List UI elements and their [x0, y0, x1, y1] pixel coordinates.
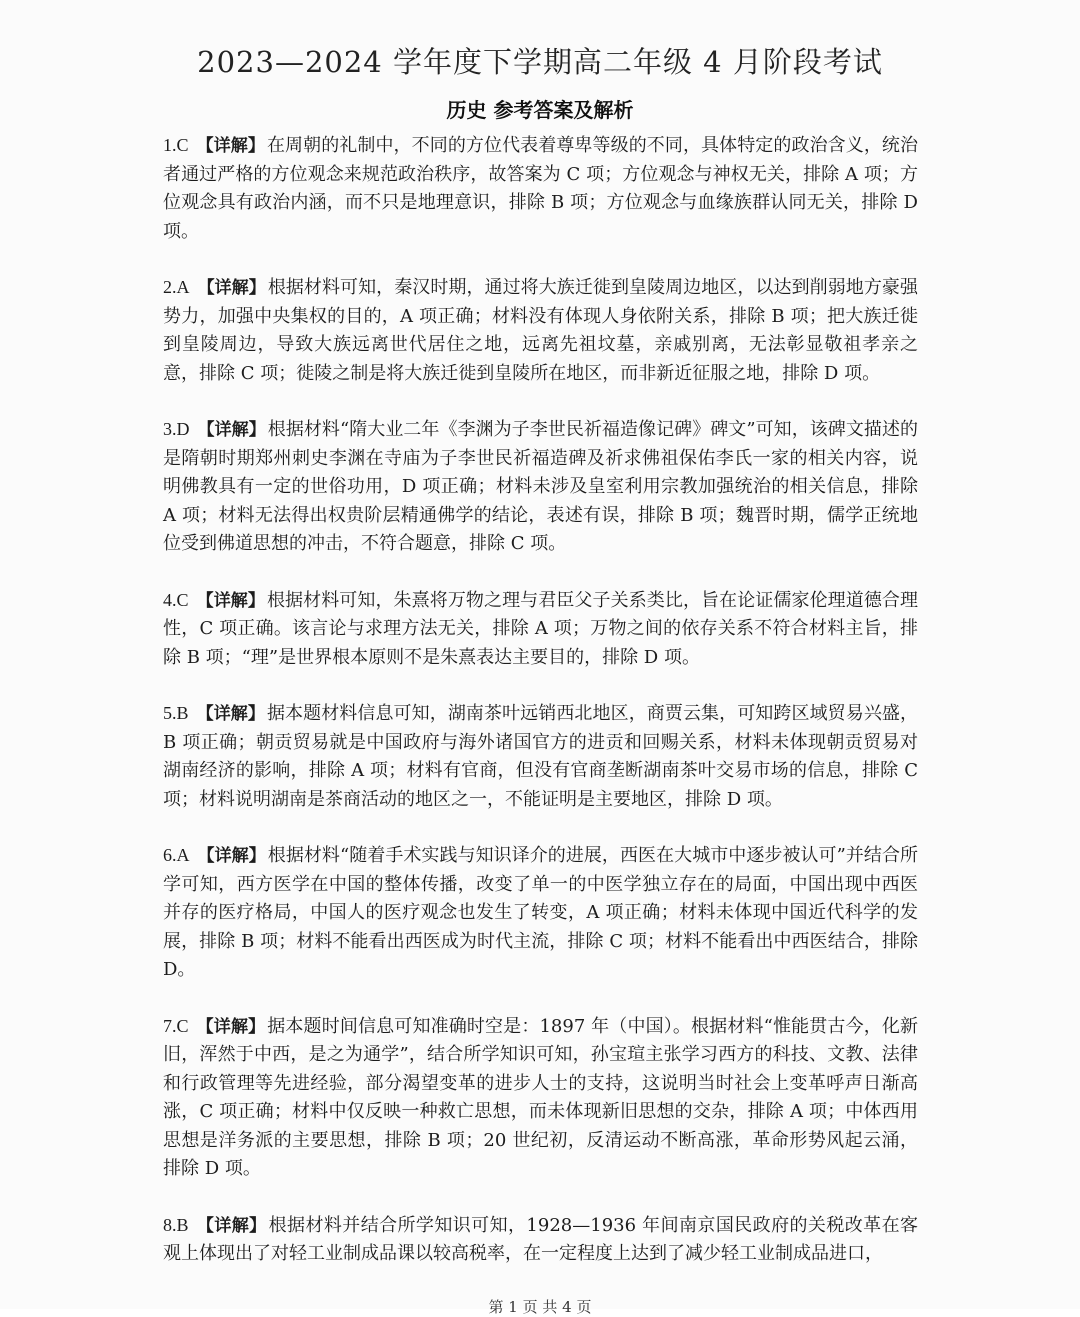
answer-tag: 【详解】: [197, 846, 266, 866]
answer-tag: 【详解】: [197, 420, 266, 440]
answer-text: 根据材料可知，秦汉时期，通过将大族迁徙到皇陵周边地区，以达到削弱地方豪强势力，加强中央集权的目的，A 项正确；材料没有体现人身依附关系，排除 B 项；把大族迁徙到皇陵周边，导致大族远离世代居住之地，远离先祖坟墓，亲戚别离，无法彰显敬祖孝亲之意，排除 C 项；徙陵之制是将大族迁徙到皇陵所在地区，而非新近征服之地，排除 D 项。: [163, 277, 918, 384]
answer-item-2: [163, 273, 918, 388]
answer-list: [163, 131, 918, 1296]
answer-item-3: [163, 415, 918, 559]
answer-text: 根据材料“随着手术实践与知识译介的进展，西医在大城市中逐步被认可”并结合所学可知，西方医学在中国的整体传播，改变了单一的中医学独立存在的局面，中国出现中西医并存的医疗格局，中国人的医疗观念也发生了转变，A 项正确；材料未体现中国近代科学的发展，排除 B 项；材料不能看出西医成为时代主流，排除 C 项；材料不能看出中西医结合，排除 D。: [163, 845, 919, 980]
answer-text: 根据材料可知，朱熹将万物之理与君臣父子关系类比，旨在论证儒家伦理道德合理性，C 项正确。该言论与求理方法无关，排除 A 项；万物之间的依存关系不符合材料主旨，排除 B 项；“理”是世界根本原则不是朱熹表达主要目的，排除 D 项。: [163, 589, 918, 668]
answer-tag: 【详解】: [196, 1016, 266, 1037]
answer-number: 3.D: [163, 419, 190, 439]
answer-text: 据本题材料信息可知，湖南茶叶远销西北地区，商贾云集，可知跨区域贸易兴盛，B 项正确；朝贡贸易就是中国政府与海外诸国官方的进贡和回赐关系，材料未体现朝贡贸易对湖南经济的影响，排除 A 项；材料有官商，但没有官商垄断湖南茶叶交易市场的信息，排除 C 项；材料说明湖南是茶商活动的地区之一，不能证明是主要地区，排除 D 项。: [163, 703, 918, 810]
answer-item-7: [163, 1012, 918, 1184]
page-subtitle: 历史 参考答案及解析: [446, 98, 634, 122]
answer-number: 8.B: [163, 1214, 189, 1235]
answer-number: 1.C: [163, 135, 189, 155]
answer-text: 根据材料并结合所学知识可知，1928—1936 年间南京国民政府的关税改革在客观上体现出了对轻工业制成品课以较高税率，在一定程度上达到了减少轻工业制成品进口，: [163, 1214, 919, 1264]
answer-tag: 【详解】: [196, 136, 265, 156]
answer-text: 据本题时间信息可知准确时空是：1897 年（中国）。根据材料“惟能贯古今，化新旧，浑然于中西，是之为通学”，结合所学知识可知，孙宝瑄主张学习西方的科技、文教、法律和行政管理等先进经验，部分渴望变革的进步人士的支持，这说明当时社会上变革呼声日渐高涨，C 项正确；材料中仅反映一种救亡思想，而未体现新旧思想的交杂，排除 A 项；中体西用思想是洋务派的主要思想，排除 B 项；20 世纪初，反清运动不断高涨，革命形势风起云涌，排除 D 项。: [163, 1015, 919, 1179]
answer-item-5: [163, 699, 918, 814]
answer-number: 5.B: [163, 703, 189, 723]
answer-tag: 【详解】: [197, 278, 266, 298]
page-footer: 第 1 页 共 4 页: [488, 1298, 592, 1316]
answer-text: 根据材料“隋大业二年《李渊为子李世民祈福造像记碑》碑文”可知，该碑文描述的是隋朝时期郑州刺史李渊在寺庙为子李世民祈福造碑及祈求佛祖保佑李氏一家的相关内容，说明佛教具有一定的世俗功用，D 项正确；材料未涉及皇室利用宗教加强统治的相关信息，排除 A 项；材料无法得出权贵阶层精通佛学的结论，表述有误，排除 B 项；魏晋时期，儒学正统地位受到佛道思想的冲击，不符合题意，排除 C 项。: [163, 419, 919, 554]
answer-item-8: [163, 1211, 918, 1269]
answer-item-4: [163, 586, 918, 673]
answer-number: 4.C: [163, 589, 189, 610]
answer-item-1: [163, 131, 918, 246]
answer-number: 2.A: [163, 277, 190, 297]
answer-number: 6.A: [163, 845, 190, 865]
answer-tag: 【详解】: [196, 590, 265, 611]
answer-tag: 【详解】: [196, 704, 265, 724]
page-title: 2023—2024 学年度下学期高二年级 4 月阶段考试: [197, 45, 883, 79]
answer-item-6: [163, 841, 918, 985]
answer-text: 在周朝的礼制中，不同的方位代表着尊卑等级的不同，具体特定的政治含义，统治者通过严格的方位观念来规范政治秩序，故答案为 C 项；方位观念与神权无关，排除 A 项；方位观念具有政治内涵，而不只是地理意识，排除 B 项；方位观念与血缘族群认同无关，排除 D 项。: [163, 135, 918, 242]
answer-tag: 【详解】: [196, 1215, 267, 1236]
answer-number: 7.C: [163, 1015, 189, 1036]
